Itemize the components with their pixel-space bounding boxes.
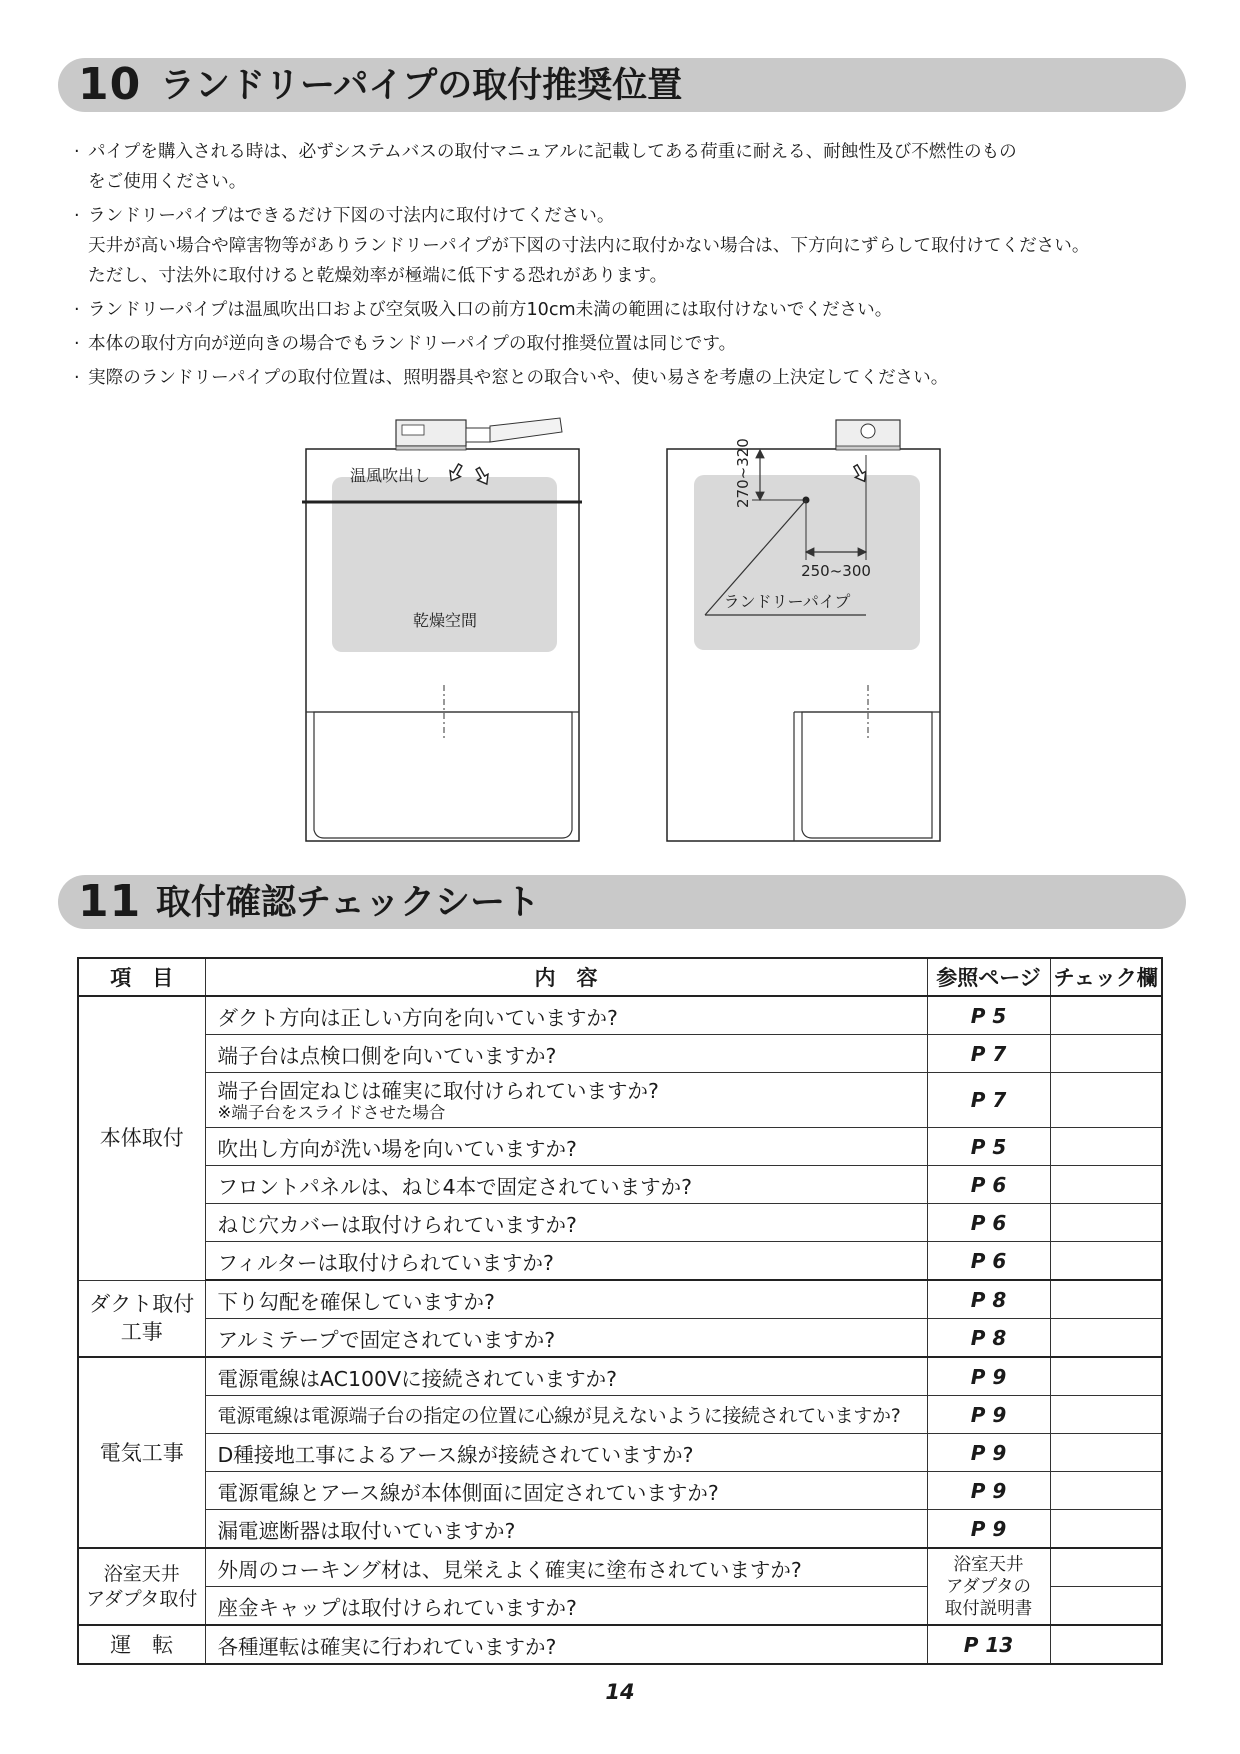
warm-air-outlet-label: 温風吹出し [350, 466, 431, 485]
category-line: 浴室天井 [103, 1562, 180, 1585]
bullet: · [74, 300, 80, 320]
check-box-cell[interactable] [1050, 1396, 1162, 1434]
ref-page: P 9 [927, 1357, 1050, 1396]
bullet: · [74, 206, 80, 226]
ref-page: P 8 [927, 1280, 1050, 1319]
category-cell: 本体取付 [78, 996, 205, 1280]
category-cell [78, 1280, 205, 1357]
table-row [78, 1625, 1162, 1664]
check-box-cell[interactable] [1050, 1280, 1162, 1319]
horizontal-dimension-label: 250~300 [801, 562, 871, 580]
check-box-cell[interactable] [1050, 1035, 1162, 1073]
vertical-dimension-label: 270~320 [734, 438, 752, 508]
laundry-pipe-diagram [0, 0, 1240, 870]
header-item: 項 目 [78, 958, 205, 996]
check-box-cell[interactable] [1050, 1434, 1162, 1472]
note-line: ただし、寸法外に取付けると乾燥効率が極端に低下する恐れがあります。 [88, 266, 668, 286]
bathtub [314, 712, 572, 838]
ref-page: P 9 [927, 1434, 1050, 1472]
front-view-diagram [667, 420, 940, 841]
category-line: 工事 [120, 1320, 163, 1345]
header-content: 内 容 [205, 958, 927, 996]
bullet: · [74, 368, 80, 388]
ref-line: アダプタの [945, 1576, 1032, 1597]
section-title: 取付確認チェックシート [156, 883, 540, 923]
table-row [78, 1510, 1162, 1549]
check-item-content: 端子台は点検口側を向いていますか? [205, 1035, 927, 1073]
side-view-diagram [302, 418, 582, 841]
ref-page: P 7 [927, 1073, 1050, 1128]
check-item-content: 各種運転は確実に行われていますか? [205, 1625, 927, 1664]
ref-line: 浴室天井 [953, 1554, 1024, 1575]
ref-page: P 6 [927, 1166, 1050, 1204]
installation-checklist-table [77, 957, 1163, 1665]
bathtub [802, 712, 932, 838]
check-item-content: D種接地工事によるアース線が接続されていますか? [205, 1434, 927, 1472]
section-title: ランドリーパイプの取付推奨位置 [160, 66, 683, 106]
check-item-note: ※端子台をスライドさせた場合 [217, 1103, 446, 1122]
check-box-cell[interactable] [1050, 1510, 1162, 1549]
bullet: · [74, 334, 80, 354]
table-row [78, 1035, 1162, 1073]
category-cell: 運 転 [78, 1625, 205, 1664]
category-cell [78, 1548, 205, 1625]
check-item-main-text: 端子台固定ねじは確実に取付けられていますか? [217, 1079, 659, 1103]
table-row [78, 1204, 1162, 1242]
check-item-content: 漏電遮断器は取付いていますか? [205, 1510, 927, 1549]
drying-space-label: 乾燥空間 [412, 611, 478, 630]
check-box-cell[interactable] [1050, 1204, 1162, 1242]
check-box-cell[interactable] [1050, 1548, 1162, 1587]
section-11-header [58, 875, 1186, 929]
check-item-content: 外周のコーキング材は、見栄えよく確実に塗布されていますか? [205, 1548, 927, 1587]
check-item-content: 電源電線は電源端子台の指定の位置に心線が見えないように接続されていますか? [205, 1396, 927, 1434]
ref-page: P 6 [927, 1242, 1050, 1281]
check-box-cell[interactable] [1050, 1073, 1162, 1128]
check-item-content: 電源電線はAC100Vに接続されていますか? [205, 1357, 927, 1396]
check-box-cell[interactable] [1050, 1472, 1162, 1510]
ref-page: P 8 [927, 1319, 1050, 1358]
table-header-row [78, 958, 1162, 996]
check-item-content: 下り勾配を確保していますか? [205, 1280, 927, 1319]
section-number: 11 [78, 876, 142, 927]
table-row [78, 1472, 1162, 1510]
ref-line: 取付説明書 [944, 1598, 1033, 1619]
category-line: アダプタ取付 [86, 1587, 198, 1610]
ref-page [927, 1548, 1050, 1625]
check-item-content: 電源電線とアース線が本体側面に固定されていますか? [205, 1472, 927, 1510]
category-line: ダクト取付 [89, 1292, 195, 1317]
check-item-content: アルミテープで固定されていますか? [205, 1319, 927, 1358]
ref-page: P 5 [927, 996, 1050, 1035]
ref-page: P 7 [927, 1035, 1050, 1073]
check-item-content: 吹出し方向が洗い場を向いていますか? [205, 1128, 927, 1166]
ref-page: P 9 [927, 1472, 1050, 1510]
laundry-pipe-label: ランドリーパイプ [723, 592, 851, 611]
table-row [78, 1242, 1162, 1281]
check-item-content: 座金キャップは取付けられていますか? [205, 1587, 927, 1626]
note-line: 本体の取付方向が逆向きの場合でもランドリーパイプの取付推奨位置は同じです。 [88, 334, 737, 354]
table-row [78, 1166, 1162, 1204]
check-box-cell[interactable] [1050, 1166, 1162, 1204]
table-row [78, 1357, 1162, 1396]
ref-page: P 6 [927, 1204, 1050, 1242]
check-item-content: フィルターは取付けられていますか? [205, 1242, 927, 1281]
header-ref: 参照ページ [927, 958, 1050, 996]
note-line: ランドリーパイプは温風吹出口および空気吸入口の前方10cm未満の範囲には取付けないでください。 [88, 300, 893, 320]
table-row [78, 1073, 1162, 1128]
bullet: · [74, 142, 80, 162]
check-box-cell[interactable] [1050, 1319, 1162, 1358]
check-box-cell[interactable] [1050, 996, 1162, 1035]
duct [490, 418, 562, 442]
check-item-content: ねじ穴カバーは取付けられていますか? [205, 1204, 927, 1242]
check-box-cell[interactable] [1050, 1357, 1162, 1396]
check-box-cell[interactable] [1050, 1242, 1162, 1281]
check-box-cell[interactable] [1050, 1128, 1162, 1166]
category-cell: 電気工事 [78, 1357, 205, 1548]
ref-page: P 9 [927, 1396, 1050, 1434]
page-number: 14 [605, 1680, 635, 1704]
table-row [78, 1128, 1162, 1166]
table-row [78, 1434, 1162, 1472]
note-line: 天井が高い場合や障害物等がありランドリーパイプが下図の寸法内に取付かない場合は、下方向にずらして取付けてください。 [88, 236, 1090, 256]
table-row [78, 996, 1162, 1035]
note-line: をご使用ください。 [88, 172, 247, 192]
check-item-content [205, 1073, 927, 1128]
table-row [78, 1319, 1162, 1358]
section-number: 10 [78, 59, 142, 110]
ref-page: P 9 [927, 1510, 1050, 1549]
note-line: 実際のランドリーパイプの取付位置は、照明器具や窓との取合いや、使い易さを考慮の上決定してください。 [88, 368, 949, 388]
header-check: チェック欄 [1050, 958, 1162, 996]
note-line: パイプを購入される時は、必ずシステムバスの取付マニュアルに記載してある荷重に耐える、耐蝕性及び不燃性のもの [88, 142, 1017, 162]
note-line: ランドリーパイプはできるだけ下図の寸法内に取付けてください。 [88, 206, 615, 226]
check-item-content: フロントパネルは、ねじ4本で固定されていますか? [205, 1166, 927, 1204]
check-box-cell[interactable] [1050, 1587, 1162, 1626]
ref-page: P 13 [927, 1625, 1050, 1664]
table-row [78, 1396, 1162, 1434]
table-row [78, 1280, 1162, 1319]
table-row [78, 1548, 1162, 1587]
check-item-content: ダクト方向は正しい方向を向いていますか? [205, 996, 927, 1035]
ref-page: P 5 [927, 1128, 1050, 1166]
check-box-cell[interactable] [1050, 1625, 1162, 1664]
